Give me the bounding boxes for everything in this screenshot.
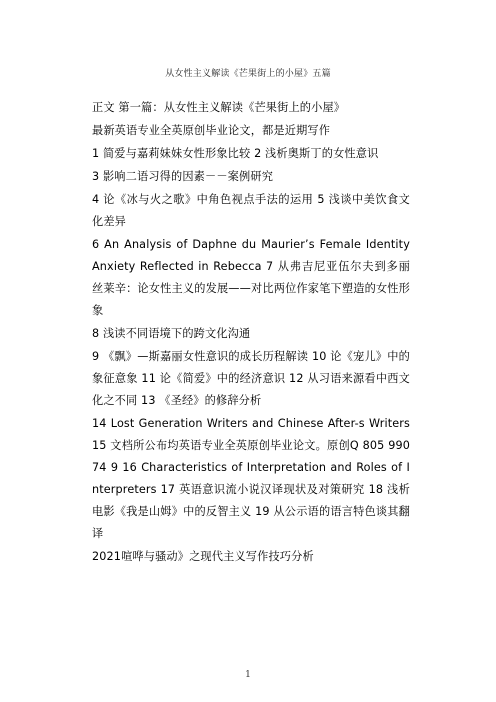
paragraph: 14 Lost Generation Writers and Chinese After-s Writers 15 文档所公布均英语专业全英原创毕业论文。原创Q 805 990 74 9 16 Characteristics of Interpretation and Roles of Interpreters 17 英语意识流小说汉译现状及对策研究 18 浅析电影《我是山姆》中的反智主义 19 从公示语的语言特色谈其翻译 bbox=[92, 417, 410, 540]
paragraph: 4 论《冰与火之歌》中角色视点手法的运用 5 浅谈中美饮食文化差异 bbox=[92, 193, 410, 228]
body-text bbox=[92, 97, 410, 569]
paragraph: 6 An Analysis of Daphne du Maurier’s Female Identity Anxiety Reflected in Rebecca 7 从弗吉尼亚伍尔夫到多丽丝莱辛：论女性主义的发展——对比两位作家笔下塑造的女性形象 bbox=[92, 238, 410, 317]
paragraph: 3 影响二语习得的因素－－案例研究 bbox=[92, 170, 274, 183]
paragraph: 9 《飘》—斯嘉丽女性意识的成长历程解读 10 论《宠儿》中的象征意象 11 论《简爱》中的经济意识 12 从习语来源看中西文化之不同 13 《圣经》的修辞分析 bbox=[92, 350, 410, 407]
paragraph: 1 简爱与嘉莉妹妹女性形象比较 2 浅析奥斯丁的女性意识 bbox=[92, 147, 379, 160]
paragraph: 最新英语专业全英原创毕业论文，都是近期写作 bbox=[92, 124, 331, 137]
paragraph: 2021喧哗与骚动》之现代主义写作技巧分析 bbox=[92, 550, 314, 563]
running-header: 从女性主义解读《芒果街上的小屋》五篇 bbox=[165, 69, 331, 79]
paragraph: 8 浅读不同语境下的跨文化沟通 bbox=[92, 327, 251, 340]
page-number: 1 bbox=[245, 670, 251, 680]
paragraph: 正文 第一篇：从女性主义解读《芒果街上的小屋》 bbox=[92, 101, 346, 114]
